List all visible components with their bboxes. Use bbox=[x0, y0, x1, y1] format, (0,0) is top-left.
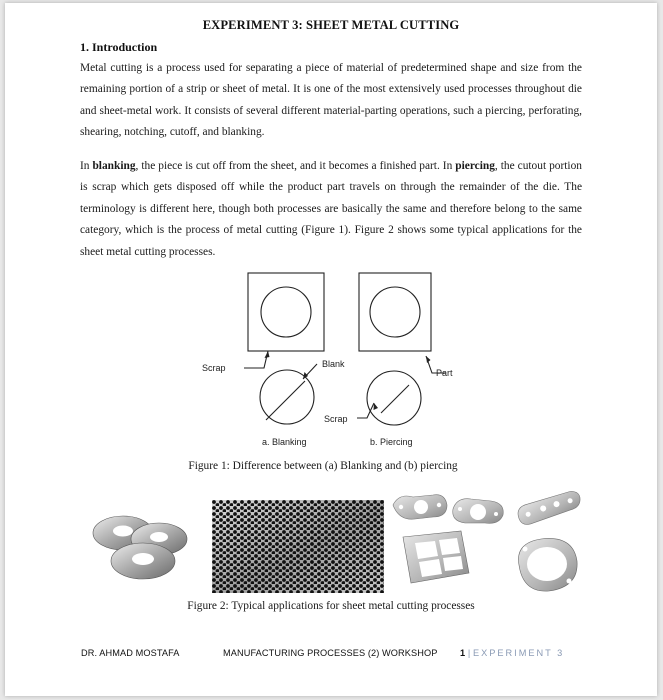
paragraph-intro: Metal cutting is a process used for separating a piece of material of predetermined shape and size from the remaining portion of a strip or sheet of metal. It is one of the most extensively used processes throughout die and sheet-metal work. It consists of several different material-parting operations, such a piercing, perforating, shearing, notching, cutoff, and blanking. bbox=[80, 62, 582, 139]
label-a-blanking: a. Blanking bbox=[262, 437, 307, 447]
figure-1-caption: Figure 1: Difference between (a) Blanking and (b) piercing bbox=[188, 460, 458, 472]
washers-photo bbox=[87, 501, 199, 587]
page-number: 1 bbox=[460, 648, 466, 658]
piercing-hole bbox=[370, 287, 420, 337]
figure-1-diagram bbox=[200, 271, 460, 456]
label-scrap-mid: Scrap bbox=[324, 414, 348, 424]
label-scrap-left: Scrap bbox=[202, 363, 226, 373]
section-heading: 1. Introduction bbox=[80, 40, 158, 54]
term-piercing: piercing bbox=[455, 160, 495, 172]
label-part: Part bbox=[436, 368, 453, 378]
perforated-sheet-photo bbox=[212, 500, 384, 593]
cut-brackets-photo bbox=[389, 487, 585, 597]
footer-author: DR. AHMAD MOSTAFA bbox=[81, 648, 180, 658]
footer-page-info: 1 | EXPERIMENT 3 bbox=[460, 648, 565, 658]
blanking-hole bbox=[261, 287, 311, 337]
blanking-sheet bbox=[248, 273, 324, 351]
label-blank: Blank bbox=[322, 359, 345, 369]
document-page bbox=[5, 3, 657, 696]
label-b-piercing: b. Piercing bbox=[370, 437, 413, 447]
blank-disc bbox=[260, 370, 314, 424]
paragraph-blanking-piercing: In blanking, the piece is cut off from the sheet, and it becomes a finished part. In piercing, the cutout portion is scrap which gets disposed off while the product part travels on through the remainder of the die. The terminology is different here, though both processes are basically the same and therefore belong to the same category, which is the process of metal cutting (Figure 1). Figure 2 shows some typical applications for the sheet metal cutting processes. bbox=[80, 160, 582, 258]
scrap-disc bbox=[367, 371, 421, 425]
footer-course: MANUFACTURING PROCESSES (2) WORKSHOP bbox=[223, 648, 438, 658]
page-title: EXPERIMENT 3: SHEET METAL CUTTING bbox=[202, 18, 460, 32]
footer-experiment: EXPERIMENT 3 bbox=[473, 648, 565, 658]
term-blanking: blanking bbox=[92, 160, 136, 172]
figure-2-caption: Figure 2: Typical applications for sheet metal cutting processes bbox=[187, 600, 475, 612]
